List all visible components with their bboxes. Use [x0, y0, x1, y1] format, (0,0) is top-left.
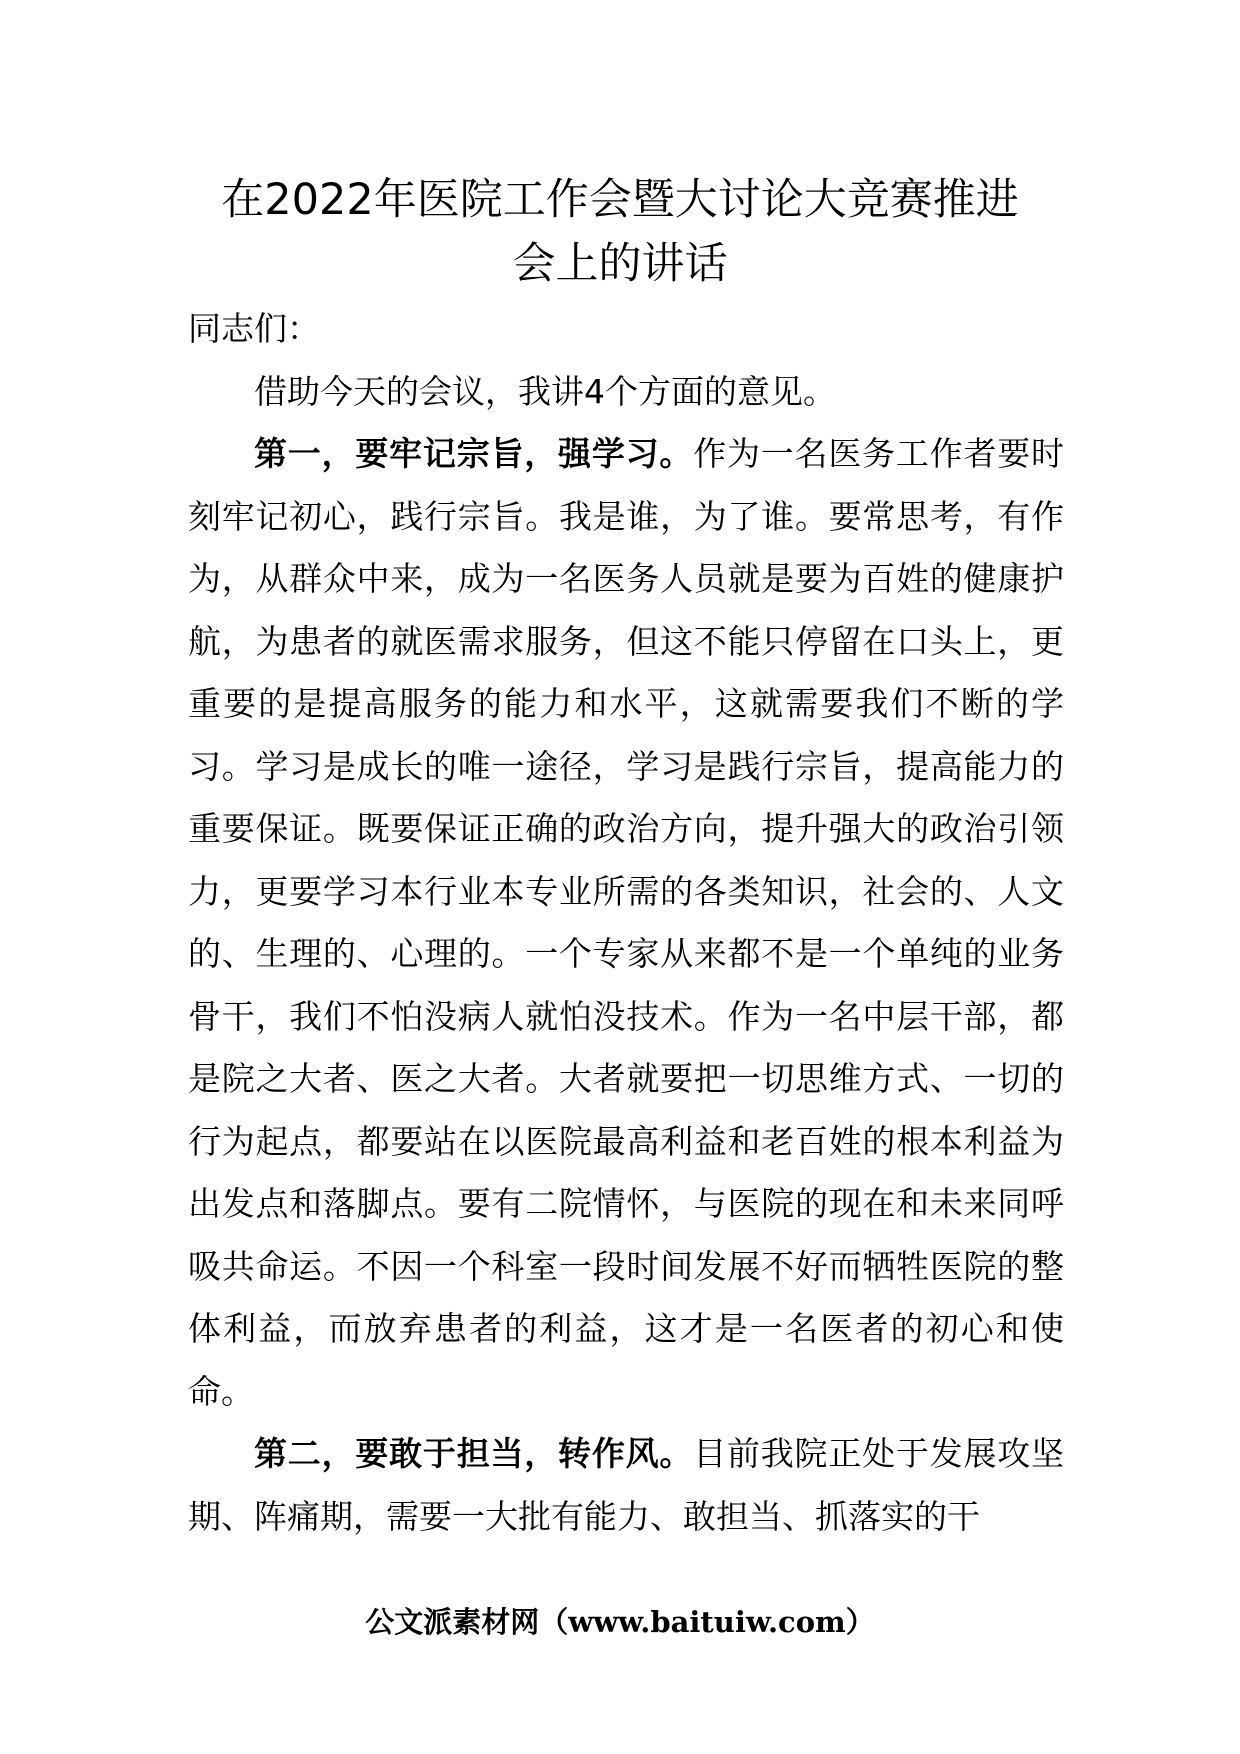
document-title	[140, 168, 1100, 296]
section-1-body: 作为一名医务工作者要时刻牢记初心，践行宗旨。我是谁，为了谁。要常思考，有作为，从群众中来，成为一名医务人员就是要为百姓的健康护航，为患者的就医需求服务，但这不能只停留在口头上，更重要的是提高服务的能力和水平，这就需要我们不断的学习。学习是成长的唯一途径，学习是践行宗旨，提高能力的重要保证。既要保证正确的政治方向，提升强大的政治引领力，更要学习本行业本专业所需的各类知识，社会的、人文的、生理的、心理的。一个专家从来都不是一个单纯的业务骨干，我们不怕没病人就怕没技术。作为一名中层干部，都是院之大者、医之大者。大者就要把一切思维方式、一切的行为起点，都要站在以医院最高利益和老百姓的根本利益为出发点和落脚点。要有二院情怀，与医院的现在和未来同呼吸共命运。不因一个科室一段时间发展不好而牺牲医院的整体利益，而放弃患者的利益，这才是一名医者的初心和使命。	[188, 434, 1065, 1411]
intro-paragraph: 借助今天的会议，我讲4个方面的意见。	[254, 371, 836, 411]
section-1-paragraph	[188, 423, 1064, 1423]
title-line-2: 会上的讲话	[512, 239, 728, 289]
salutation: 同志们：	[188, 309, 320, 348]
section-2-body: 目前我院正处于发展攻坚期、阵痛期，需要一大批有能力、敢担当、抓落实的干	[188, 1434, 1065, 1536]
title-line-1: 在2022年医院工作会暨大讨论大竞赛推进	[221, 175, 1019, 225]
section-2-lead: 第二，要敢于担当，转作风。	[254, 1434, 694, 1473]
document-body	[188, 298, 1064, 1548]
footer-watermark: 公文派素材网（www.baituiw.com）	[365, 1605, 875, 1639]
section-1-lead: 第一，要牢记宗旨，强学习。	[254, 434, 694, 473]
section-2-paragraph	[188, 1423, 1064, 1548]
